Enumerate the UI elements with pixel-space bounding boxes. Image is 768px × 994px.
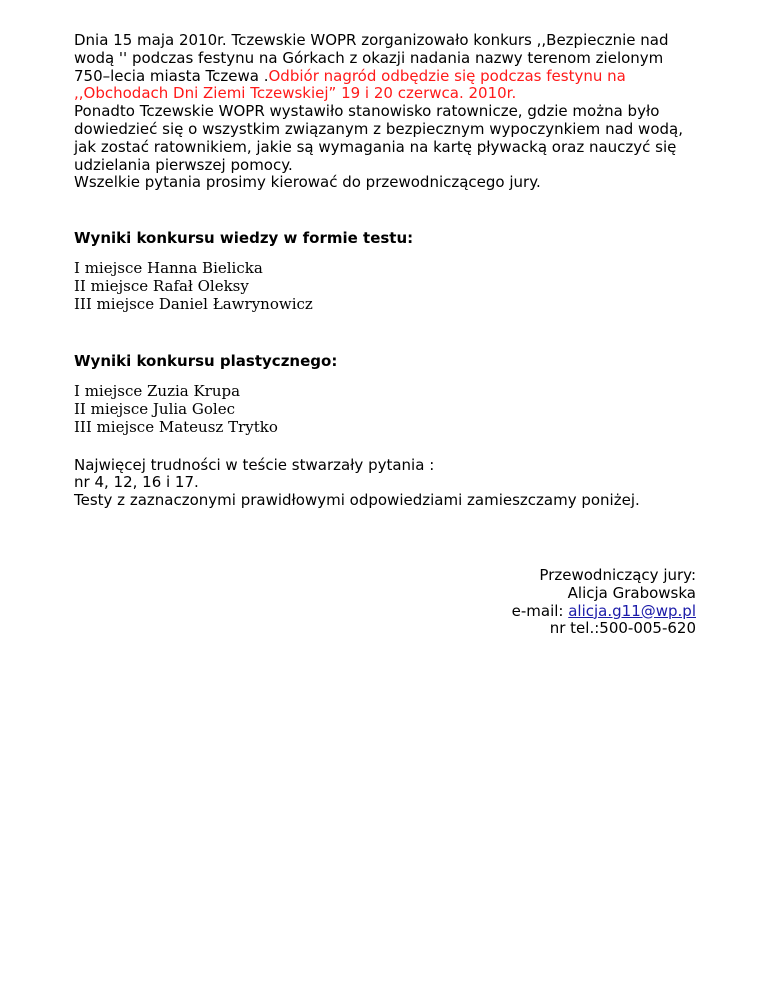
phone-number: nr tel.:500-005-620	[549, 619, 696, 638]
art-place-3: III miejsce Mateusz Trytko	[74, 417, 278, 436]
document-body	[74, 32, 704, 510]
test-place-1: I miejsce Hanna Bielicka	[74, 258, 263, 277]
intro-text: Dnia 15 maja 2010r. Tczewskie WOPR zorganizowało konkurs ,,Bezpiecznie nad wodą '' podczas festynu na Górkach z okazji nadania nazwy terenom zielonym 750–lecia miasta Tczewa .	[74, 31, 669, 85]
art-place-1: I miejsce Zuzia Krupa	[74, 382, 241, 401]
art-results-list	[74, 383, 704, 436]
difficulty-note-line-1: Najwięcej trudności w teście stwarzały pytania :	[74, 455, 435, 474]
difficulty-note-line-3: Testy z zaznaczonymi prawidłowymi odpowiedziami zamieszczamy poniżej.	[74, 491, 640, 510]
email-line	[512, 603, 696, 621]
art-results-heading: Wyniki konkursu plastycznego:	[74, 352, 338, 371]
stand-description: Ponadto Tczewskie WOPR wystawiło stanowisko ratownicze, gdzie można było dowiedzieć się o wszystkim związanym z bezpiecznym wypoczynkiem nad wodą, jak zostać ratownikiem, jakie są wymagania na kartę pływacką oraz nauczyć się udzielania pierwszej pomocy.	[74, 102, 683, 174]
test-results-heading: Wyniki konkursu wiedzy w formie testu:	[74, 229, 414, 248]
intro-paragraph	[74, 32, 704, 192]
test-results-list	[74, 260, 704, 313]
test-place-2: II miejsce Rafał Oleksy	[74, 276, 249, 295]
award-ceremony-note: Odbiór nagród odbędzie się podczas festynu na ,,Obchodach Dni Ziemi Tczewskiej” 19 i 20 czerwca. 2010r.	[74, 66, 626, 103]
difficulty-notes	[74, 457, 704, 510]
difficulty-note-line-2: nr 4, 12, 16 i 17.	[74, 473, 199, 492]
test-place-3: III miejsce Daniel Ławrynowicz	[74, 294, 313, 313]
jury-signature	[512, 567, 696, 638]
email-link[interactable]: alicja.g11@wp.pl	[568, 601, 696, 620]
art-place-2: II miejsce Julia Golec	[74, 399, 235, 418]
jury-chair-name: Alicja Grabowska	[567, 583, 696, 602]
email-label: e-mail:	[511, 601, 569, 620]
questions-note: Wszelkie pytania prosimy kierować do przewodniczącego jury.	[74, 173, 541, 192]
jury-role: Przewodniczący jury:	[539, 566, 696, 584]
